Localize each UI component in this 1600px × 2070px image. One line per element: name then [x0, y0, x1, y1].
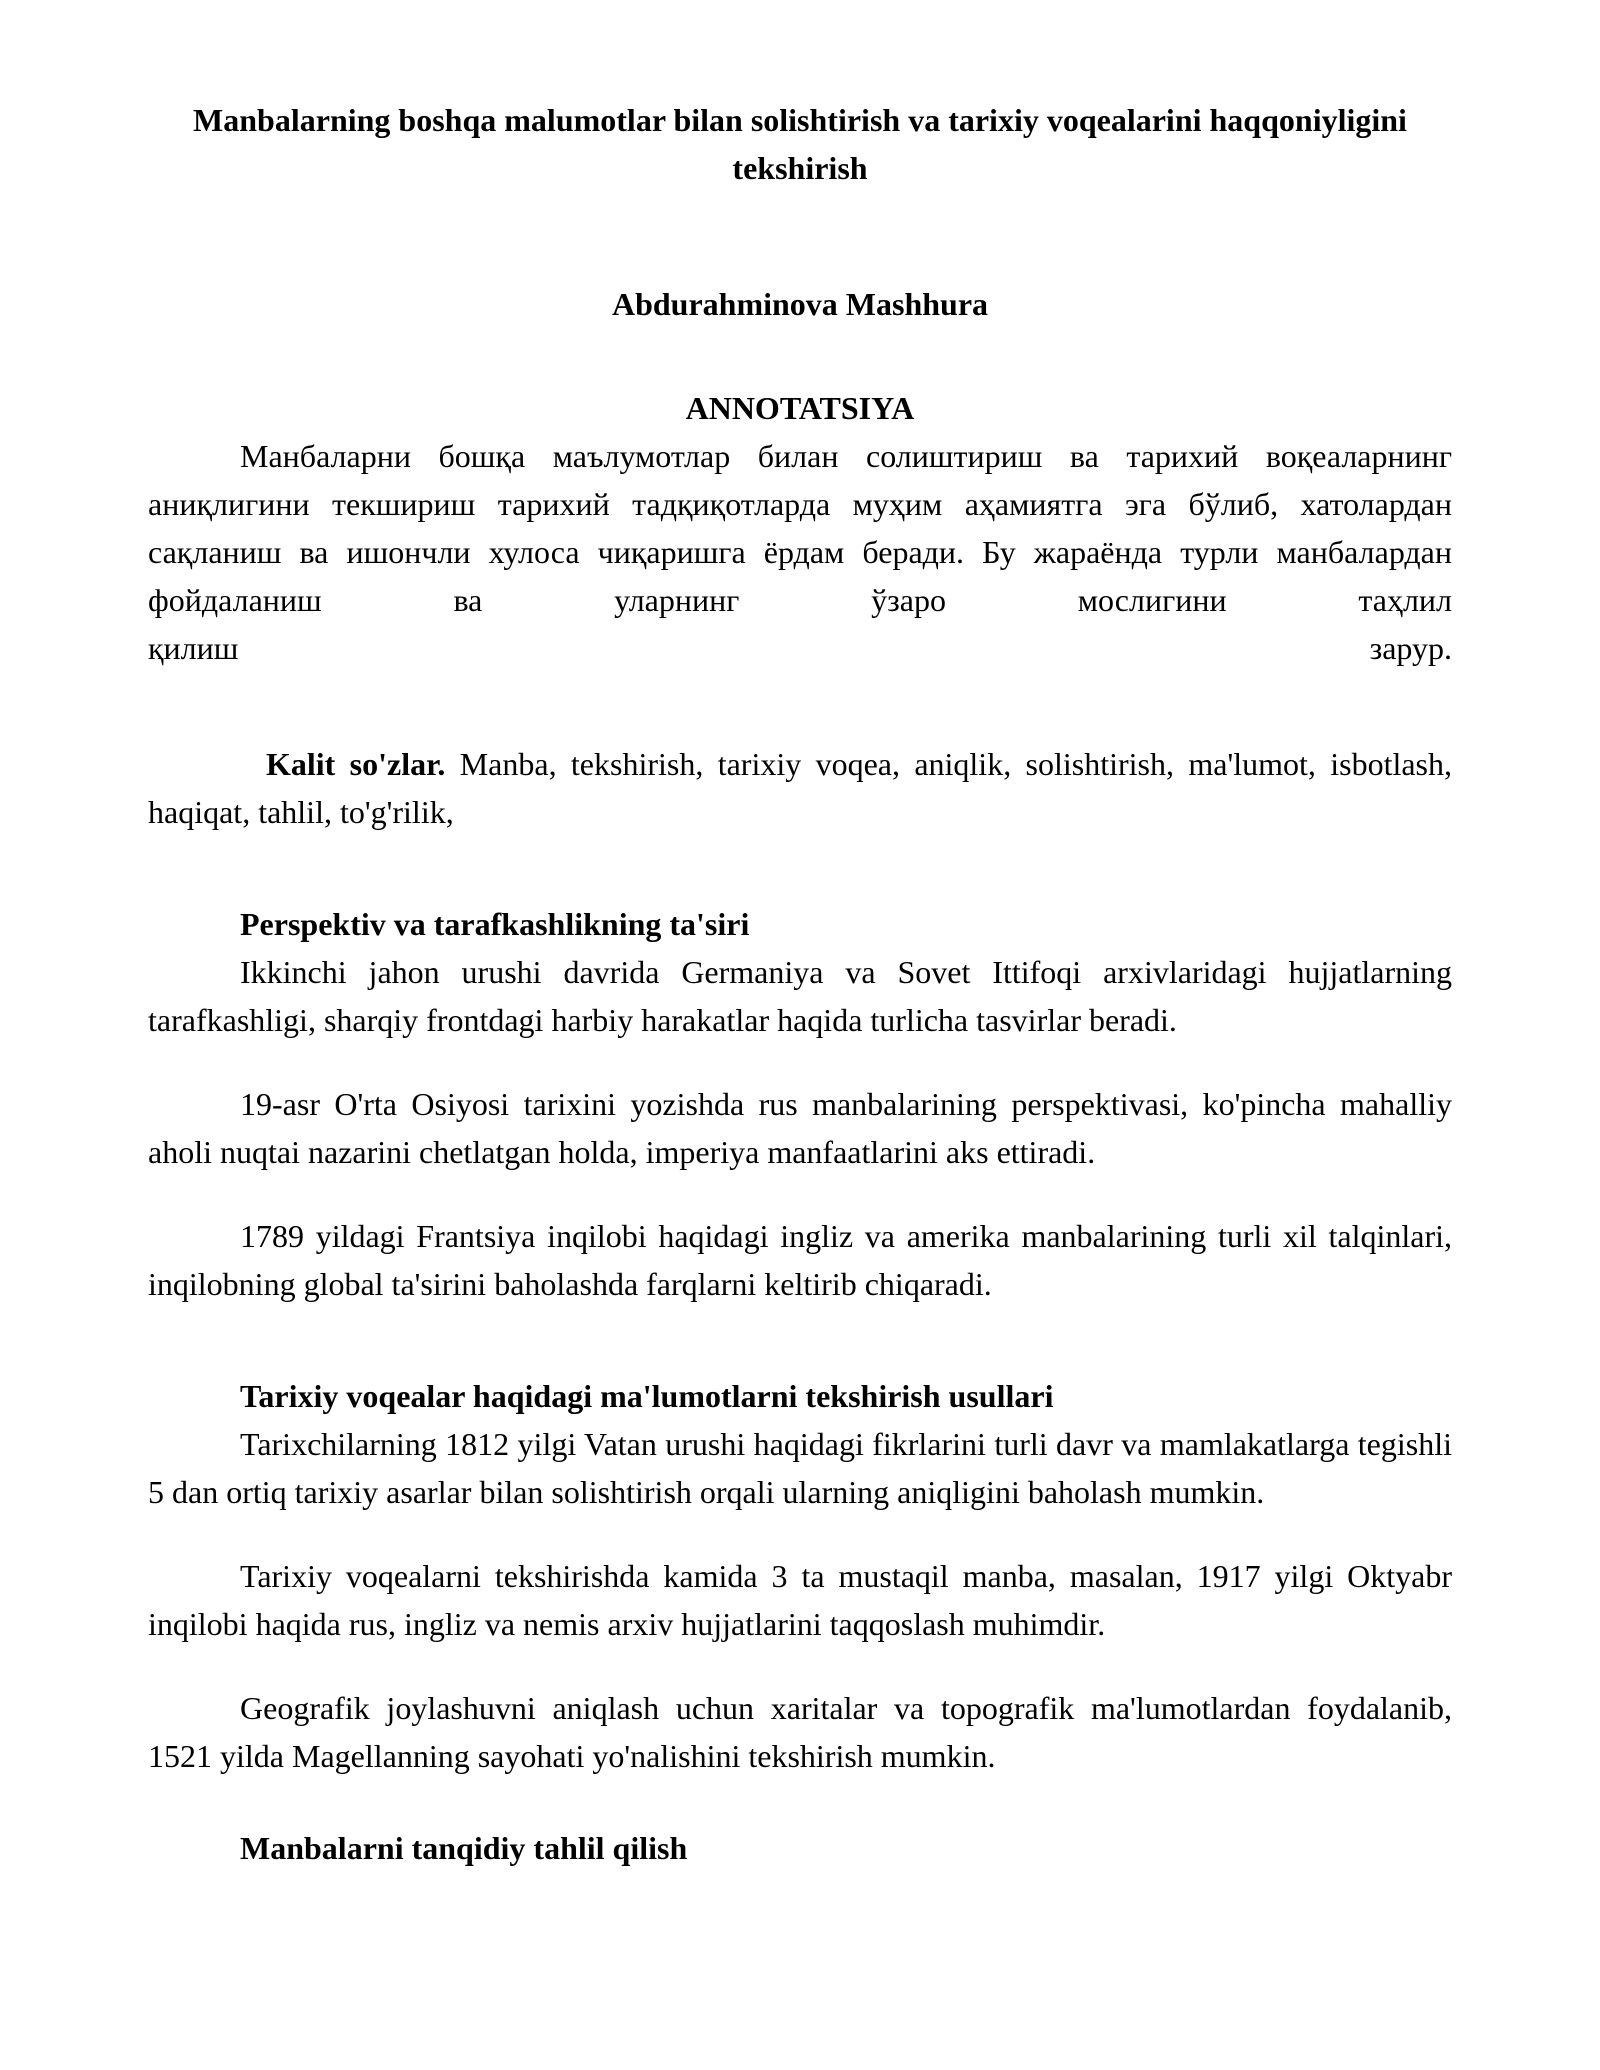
section-heading: Perspektiv va tarafkashlikning ta'siri: [240, 906, 750, 942]
annotation-body: Манбаларни бошқа маълумотлар билан солиштириш ва тарихий воқеаларнинг аниқлигини текшириш тарихий тадқиқотларда муҳим аҳамиятга эга бўлиб, хатолардан сақланиш ва ишончли хулоса чиқаришга ёрдам беради. Бу жараёнда турли манбалардан фойдаланиш ва уларнинг ўзаро мослигини таҳлил: [148, 438, 1452, 618]
section-paragraph: Tarixchilarning 1812 yilgi Vatan urushi haqidagi fikrlarini turli davr va mamlakatlarga tegishli 5 dan ortiq tarixiy asarlar bilan solishtirish orqali ularning aniqligini baholash mumkin.: [148, 1426, 1452, 1510]
section-heading: Manbalarni tanqidiy tahlil qilish: [240, 1830, 688, 1866]
keywords-text: Manba, tekshirish, tarixiy voqea, aniqlik, solishtirish, ma'lumot, isbotlash, haqiqat, tahlil, to'g'rilik,: [148, 746, 1453, 830]
section-paragraph: Ikkinchi jahon urushi davrida Germaniya va Sovet Ittifoqi arxivlaridagi hujjatlarning tarafkashligi, sharqiy frontdagi harbiy harakatlar haqida turlicha tasvirlar beradi.: [148, 954, 1452, 1038]
section-paragraph: Tarixiy voqealarni tekshirishda kamida 3 ta mustaqil manba, masalan, 1917 yilgi Oktyabr inqilobi haqida rus, ingliz va nemis arxiv hujjatlarini taqqoslash muhimdir.: [148, 1558, 1452, 1642]
annotation-last-line-left: қилиш: [148, 630, 239, 666]
annotation-last-line: [148, 624, 1452, 672]
section-paragraph: Geografik joylashuvni aniqlash uchun xaritalar va topografik ma'lumotlardan foydalanib, 1521 yilda Magellanning sayohati yo'nalishini tekshirish mumkin.: [148, 1690, 1452, 1774]
keywords-paragraph: [148, 740, 1452, 836]
keywords-label: Kalit so'zlar.: [266, 746, 446, 782]
section-tekshirish-usullari: [148, 1372, 1452, 1780]
annotation-heading: ANNOTATSIYA: [685, 390, 915, 426]
document-title: Manbalarning boshqa malumotlar bilan solishtirish va tarixiy voqealarini haqqoniyligini tekshirish: [193, 102, 1407, 186]
annotation-last-line-right: зарур.: [1369, 630, 1452, 666]
author-name: Abdurahminova Mashhura: [611, 286, 989, 322]
section-paragraph: 19-asr O'rta Osiyosi tarixini yozishda rus manbalarining perspektivasi, ko'pincha mahalliy aholi nuqtai nazarini chetlatgan holda, imperiya manfaatlarini aks ettiradi.: [148, 1086, 1452, 1170]
section-paragraph: 1789 yildagi Frantsiya inqilobi haqidagi ingliz va amerika manbalarining turli xil talqinlari, inqilobning global ta'sirini baholashda farqlarni keltirib chiqaradi.: [148, 1218, 1452, 1302]
section-tanqidiy-tahlil: [148, 1824, 1452, 1872]
section-heading: Tarixiy voqealar haqidagi ma'lumotlarni tekshirish usullari: [240, 1378, 1054, 1414]
section-perspektiv: [148, 900, 1452, 1308]
